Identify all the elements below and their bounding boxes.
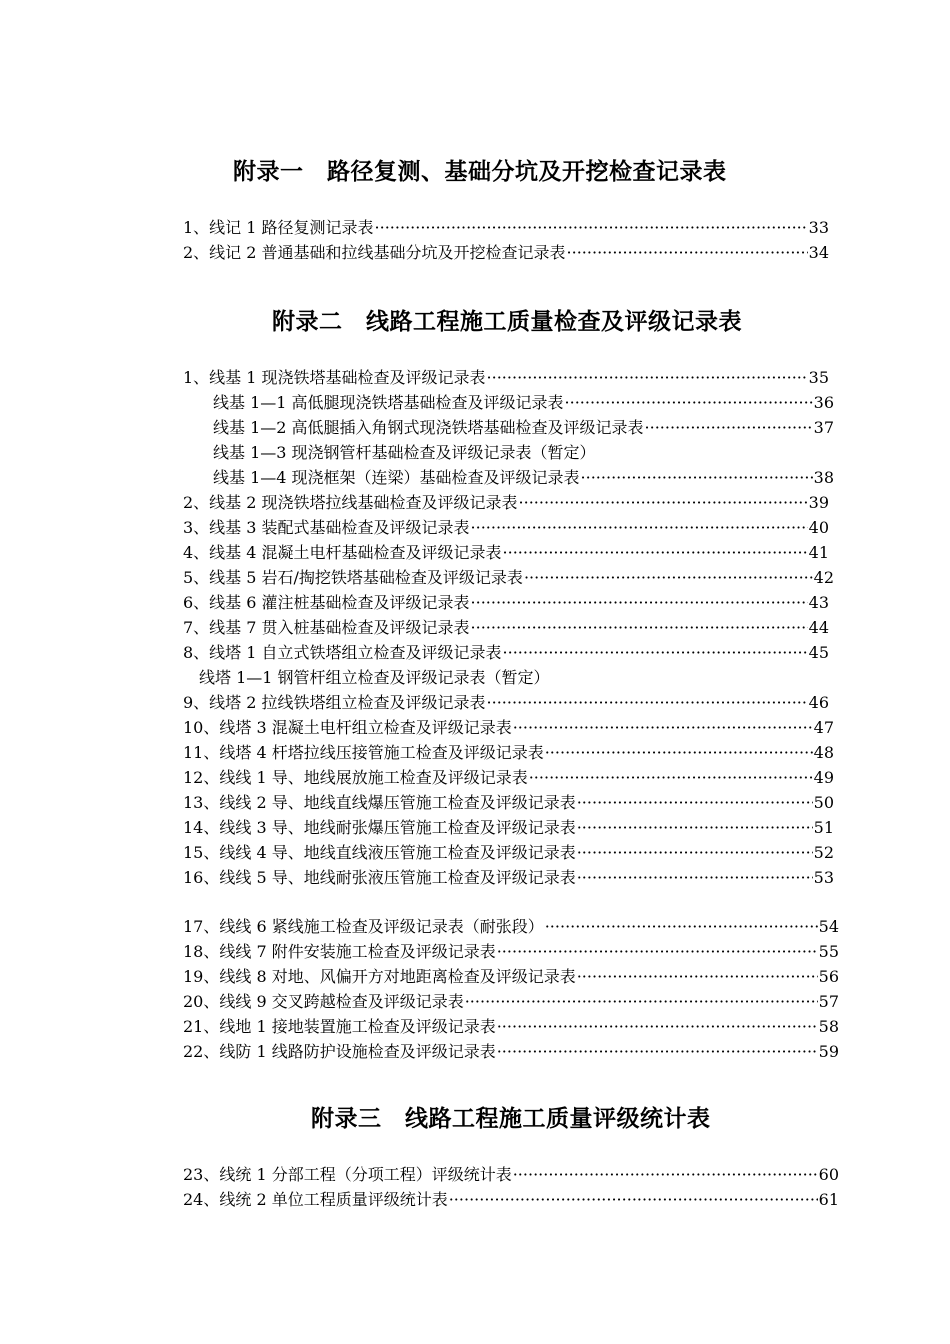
toc-entry-text: 14、线线 3 导、地线耐张爆压管施工检查及评级记录表 — [183, 818, 576, 837]
toc-entry-text: 16、线线 5 导、地线耐张液压管施工检查及评级记录表 — [183, 868, 576, 887]
toc-entry-text: 5、线基 5 岩石/掏挖铁塔基础检查及评级记录表 — [183, 568, 523, 587]
toc-entry-text: 21、线地 1 接地装置施工检查及评级记录表 — [183, 1017, 496, 1036]
toc-entry-page: 38 — [813, 468, 834, 487]
toc-entry-text: 3、线基 3 装配式基础检查及评级记录表 — [183, 518, 470, 537]
toc-entry-text: 4、线基 4 混凝土电杆基础检查及评级记录表 — [183, 543, 502, 562]
toc-entry-page: 55 — [818, 942, 839, 961]
toc-entry-text: 15、线线 4 导、地线直线液压管施工检查及评级记录表 — [183, 843, 576, 862]
toc-entry — [183, 917, 839, 937]
toc-entry-page: 52 — [813, 843, 834, 862]
toc-entry-text: 22、线防 1 线路防护设施检查及评级记录表 — [183, 1042, 496, 1061]
toc-entry — [183, 618, 829, 638]
toc-entry-text: 2、线基 2 现浇铁塔拉线基础检查及评级记录表 — [183, 493, 518, 512]
toc-entry-page: 39 — [808, 493, 829, 512]
toc-entry-text: 13、线线 2 导、地线直线爆压管施工检查及评级记录表 — [183, 793, 576, 812]
toc-entry-text: 11、线塔 4 杆塔拉线压接管施工检查及评级记录表 — [183, 743, 544, 762]
toc-entry — [183, 368, 829, 388]
toc-entry — [183, 868, 834, 888]
toc-entry-text: 23、线统 1 分部工程（分项工程）评级统计表 — [183, 1165, 512, 1184]
toc-entry — [213, 393, 834, 413]
toc-entry — [183, 818, 834, 838]
toc-entry-text: 8、线塔 1 自立式铁塔组立检查及评级记录表 — [183, 643, 502, 662]
toc-entry — [183, 593, 829, 613]
toc-entry-page: 56 — [818, 967, 839, 986]
toc-entry-page: 37 — [813, 418, 834, 437]
toc-entry — [213, 443, 596, 463]
toc-entry-page: 51 — [813, 818, 834, 837]
toc-entry — [213, 418, 834, 438]
toc-entry-text: 19、线线 8 对地、风偏开方对地距离检查及评级记录表 — [183, 967, 576, 986]
toc-entry-text: 12、线线 1 导、地线展放施工检查及评级记录表 — [183, 768, 528, 787]
appendix-3-heading: 附录三 线路工程施工质量评级统计表 — [311, 1105, 711, 1132]
toc-entry — [183, 1190, 839, 1210]
toc-entry — [183, 942, 839, 962]
toc-entry-page: 60 — [818, 1165, 839, 1184]
toc-entry — [199, 668, 550, 688]
toc-entry-page: 61 — [818, 1190, 839, 1209]
toc-entry-text: 线基 1—4 现浇框架（连梁）基础检查及评级记录表 — [213, 468, 580, 487]
toc-entry-text: 20、线线 9 交叉跨越检查及评级记录表 — [183, 992, 464, 1011]
toc-entry — [183, 693, 829, 713]
toc-entry — [183, 518, 829, 538]
toc-entry-text: 7、线基 7 贯入桩基础检查及评级记录表 — [183, 618, 470, 637]
toc-entry — [183, 218, 829, 238]
toc-entry-page: 42 — [813, 568, 834, 587]
toc-entry — [183, 1017, 839, 1037]
toc-entry-text: 线基 1—3 现浇钢管杆基础检查及评级记录表（暂定） — [213, 443, 596, 462]
toc-entry-text: 线塔 1—1 钢管杆组立检查及评级记录表（暂定） — [199, 668, 550, 687]
toc-entry-text: 18、线线 7 附件安装施工检查及评级记录表 — [183, 942, 496, 961]
toc-entry-text: 6、线基 6 灌注桩基础检查及评级记录表 — [183, 593, 470, 612]
toc-entry-page: 46 — [808, 693, 829, 712]
toc-entry — [183, 743, 834, 763]
toc-entry-page: 59 — [818, 1042, 839, 1061]
toc-entry — [183, 793, 834, 813]
toc-entry-page: 33 — [808, 218, 829, 237]
toc-entry-page: 35 — [808, 368, 829, 387]
toc-entry — [183, 1165, 839, 1185]
toc-entry-page: 34 — [808, 243, 829, 262]
toc-entry-page: 36 — [813, 393, 834, 412]
toc-entry — [183, 643, 829, 663]
toc-entry-page: 45 — [808, 643, 829, 662]
toc-entry-page: 53 — [813, 868, 834, 887]
toc-entry-page: 58 — [818, 1017, 839, 1036]
toc-entry-page: 40 — [808, 518, 829, 537]
toc-entry-page: 41 — [808, 543, 829, 562]
appendix-2-heading: 附录二 线路工程施工质量检查及评级记录表 — [272, 308, 742, 335]
toc-entry — [183, 967, 839, 987]
toc-entry — [183, 493, 829, 513]
toc-entry-text: 2、线记 2 普通基础和拉线基础分坑及开挖检查记录表 — [183, 243, 566, 262]
toc-entry-text: 17、线线 6 紧线施工检查及评级记录表（耐张段） — [183, 917, 544, 936]
toc-entry — [183, 768, 834, 788]
toc-entry — [183, 243, 829, 263]
toc-entry-page: 48 — [813, 743, 834, 762]
toc-entry-page: 50 — [813, 793, 834, 812]
toc-entry — [183, 1042, 839, 1062]
toc-entry-text: 24、线统 2 单位工程质量评级统计表 — [183, 1190, 448, 1209]
appendix-1-heading: 附录一 路径复测、基础分坑及开挖检查记录表 — [233, 158, 727, 185]
toc-entry-page: 44 — [808, 618, 829, 637]
toc-entry-page: 43 — [808, 593, 829, 612]
toc-entry-page: 57 — [818, 992, 839, 1011]
toc-entry-page: 47 — [813, 718, 834, 737]
toc-entry — [213, 468, 834, 488]
toc-entry — [183, 718, 834, 738]
toc-entry-text: 线基 1—1 高低腿现浇铁塔基础检查及评级记录表 — [213, 393, 564, 412]
toc-entry-text: 10、线塔 3 混凝土电杆组立检查及评级记录表 — [183, 718, 512, 737]
toc-entry-page: 54 — [818, 917, 839, 936]
toc-entry-text: 线基 1—2 高低腿插入角钢式现浇铁塔基础检查及评级记录表 — [213, 418, 644, 437]
toc-entry-page: 49 — [813, 768, 834, 787]
toc-entry — [183, 843, 834, 863]
toc-entry — [183, 568, 834, 588]
toc-entry-text: 1、线基 1 现浇铁塔基础检查及评级记录表 — [183, 368, 486, 387]
toc-entry-text: 1、线记 1 路径复测记录表 — [183, 218, 374, 237]
toc-entry-text: 9、线塔 2 拉线铁塔组立检查及评级记录表 — [183, 693, 486, 712]
toc-entry — [183, 992, 839, 1012]
toc-entry — [183, 543, 829, 563]
